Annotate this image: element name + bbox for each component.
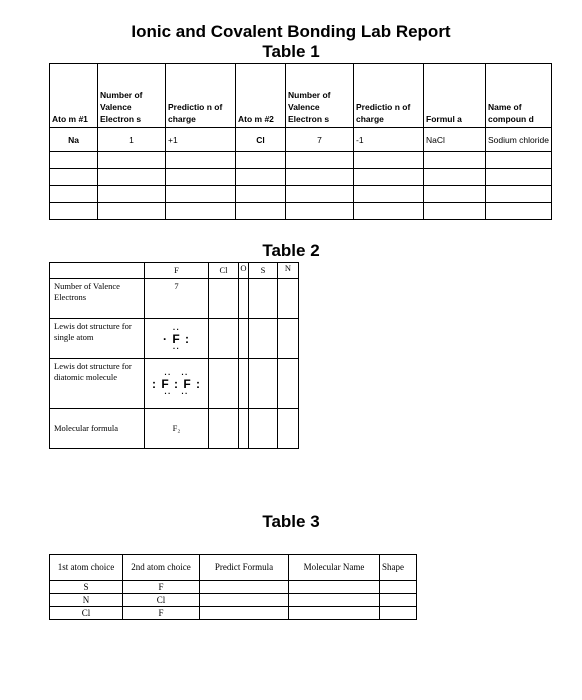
table2-caption: Table 2 — [262, 241, 320, 260]
table2-row-label: Lewis dot structure for single atom — [50, 319, 145, 359]
lewis-dots-bottom: ·· — [172, 343, 181, 353]
table-row — [50, 581, 417, 594]
table-cell: 1 — [98, 128, 166, 152]
table2-column-header: O — [239, 263, 249, 279]
table-cell: Cl — [236, 128, 286, 152]
table-cell[interactable] — [239, 409, 249, 449]
table-cell: -1 — [354, 128, 424, 152]
table1-header-cell: Ato m #2 — [236, 64, 286, 128]
table-cell[interactable] — [239, 359, 249, 409]
table3-caption: Table 3 — [262, 512, 320, 531]
table-row — [50, 359, 299, 409]
table1-header-cell: Predictio n of charge — [166, 64, 236, 128]
lewis-single-cell — [145, 319, 209, 359]
table-cell[interactable] — [166, 203, 236, 220]
table3-header-cell: Shape — [380, 555, 417, 581]
table-cell[interactable] — [249, 409, 278, 449]
table-cell[interactable] — [200, 594, 289, 607]
table-cell: 7 — [145, 279, 209, 319]
table-row — [50, 594, 417, 607]
table3 — [49, 554, 417, 620]
table2-column-header: S — [249, 263, 278, 279]
table-cell[interactable] — [354, 203, 424, 220]
table-cell[interactable] — [424, 169, 486, 186]
table1-header-cell: Formul a — [424, 64, 486, 128]
table2-header-row — [50, 263, 299, 279]
table-cell: S — [50, 581, 123, 594]
table-cell[interactable] — [239, 319, 249, 359]
table2-column-header: Cl — [209, 263, 239, 279]
table-cell[interactable] — [209, 319, 239, 359]
table1 — [49, 63, 552, 220]
table-cell: F — [123, 607, 200, 620]
table1-header-cell: Number of Valence Electron s — [98, 64, 166, 128]
table3-header-row — [50, 555, 417, 581]
table-cell[interactable] — [236, 186, 286, 203]
table2 — [49, 262, 299, 449]
table-cell — [50, 263, 145, 279]
table-cell[interactable] — [380, 607, 417, 620]
table-cell[interactable] — [209, 279, 239, 319]
table-cell[interactable] — [278, 359, 299, 409]
table-cell[interactable] — [50, 203, 98, 220]
table-cell[interactable] — [50, 186, 98, 203]
table-cell[interactable] — [249, 319, 278, 359]
table-cell[interactable] — [209, 409, 239, 449]
table-cell: N — [50, 594, 123, 607]
table1-header-cell: Ato m #1 — [50, 64, 98, 128]
table-cell[interactable] — [289, 607, 380, 620]
table-cell[interactable] — [50, 169, 98, 186]
table-cell[interactable] — [236, 169, 286, 186]
table-row — [50, 169, 552, 186]
table-cell[interactable] — [424, 203, 486, 220]
table1-header-row — [50, 64, 552, 128]
lewis-dots-top: ·· ·· — [164, 369, 189, 379]
table-cell[interactable] — [249, 359, 278, 409]
table2-row-label: Molecular formula — [50, 409, 145, 449]
table-cell[interactable] — [486, 169, 552, 186]
table-cell[interactable] — [98, 186, 166, 203]
table-cell[interactable] — [354, 186, 424, 203]
table-cell[interactable] — [424, 186, 486, 203]
table3-header-cell: Predict Formula — [200, 555, 289, 581]
lewis-dots-bottom: ·· ·· — [164, 388, 189, 398]
table-row — [50, 128, 552, 152]
table2-column-header: N — [278, 263, 299, 279]
table-cell[interactable] — [278, 319, 299, 359]
table-row — [50, 607, 417, 620]
table-row — [50, 319, 299, 359]
table-cell[interactable] — [50, 152, 98, 169]
table3-header-cell: Molecular Name — [289, 555, 380, 581]
table1-caption: Table 1 — [262, 42, 320, 61]
table-cell: F₂ — [145, 409, 209, 449]
table-cell[interactable] — [166, 152, 236, 169]
table-row — [50, 409, 299, 449]
table2-row-label: Number of Valence Electrons — [50, 279, 145, 319]
table-cell[interactable] — [286, 186, 354, 203]
table-cell[interactable] — [166, 169, 236, 186]
table-cell[interactable] — [354, 169, 424, 186]
table-cell[interactable] — [486, 186, 552, 203]
table-cell[interactable] — [239, 279, 249, 319]
table-cell[interactable] — [166, 186, 236, 203]
table-cell[interactable] — [278, 279, 299, 319]
table-cell[interactable] — [200, 607, 289, 620]
table-cell: Cl — [50, 607, 123, 620]
table-cell[interactable] — [354, 152, 424, 169]
page-title: Ionic and Covalent Bonding Lab Report — [131, 22, 451, 41]
table1-header-cell: Name of compoun d — [486, 64, 552, 128]
table-cell[interactable] — [486, 203, 552, 220]
table-cell[interactable] — [289, 581, 380, 594]
table-cell: Cl — [123, 594, 200, 607]
lewis-single-atom: · F : — [163, 331, 190, 346]
table-cell[interactable] — [289, 594, 380, 607]
table-cell: F — [123, 581, 200, 594]
table-row — [50, 203, 552, 220]
lewis-dots-top: ·· — [172, 324, 181, 334]
table-cell: Na — [50, 128, 98, 152]
table-cell[interactable] — [286, 169, 354, 186]
table-cell[interactable] — [286, 203, 354, 220]
table2-row-label: Lewis dot structure for diatomic molecule — [50, 359, 145, 409]
table-cell[interactable] — [209, 359, 239, 409]
table2-column-header: F — [145, 263, 209, 279]
table-cell[interactable] — [200, 581, 289, 594]
table-cell[interactable] — [98, 203, 166, 220]
table3-header-cell: 1st atom choice — [50, 555, 123, 581]
table-cell[interactable] — [380, 594, 417, 607]
table-cell[interactable] — [249, 279, 278, 319]
table-cell[interactable] — [424, 152, 486, 169]
table-cell: Sodium chloride — [486, 128, 552, 152]
table-row — [50, 152, 552, 169]
table-cell[interactable] — [236, 203, 286, 220]
table-cell: +1 — [166, 128, 236, 152]
table-cell: NaCl — [424, 128, 486, 152]
table-cell[interactable] — [380, 581, 417, 594]
table-cell[interactable] — [278, 409, 299, 449]
table-cell[interactable] — [286, 152, 354, 169]
table-row — [50, 279, 299, 319]
table-row — [50, 186, 552, 203]
table-cell[interactable] — [98, 169, 166, 186]
table-cell[interactable] — [236, 152, 286, 169]
table1-header-cell: Predictio n of charge — [354, 64, 424, 128]
table-cell: 7 — [286, 128, 354, 152]
table3-header-cell: 2nd atom choice — [123, 555, 200, 581]
lewis-diatomic-molecule: : F : F : — [152, 376, 201, 391]
table1-header-cell: Number of Valence Electron s — [286, 64, 354, 128]
lewis-diatomic-cell — [145, 359, 209, 409]
table-cell[interactable] — [98, 152, 166, 169]
table-cell[interactable] — [486, 152, 552, 169]
